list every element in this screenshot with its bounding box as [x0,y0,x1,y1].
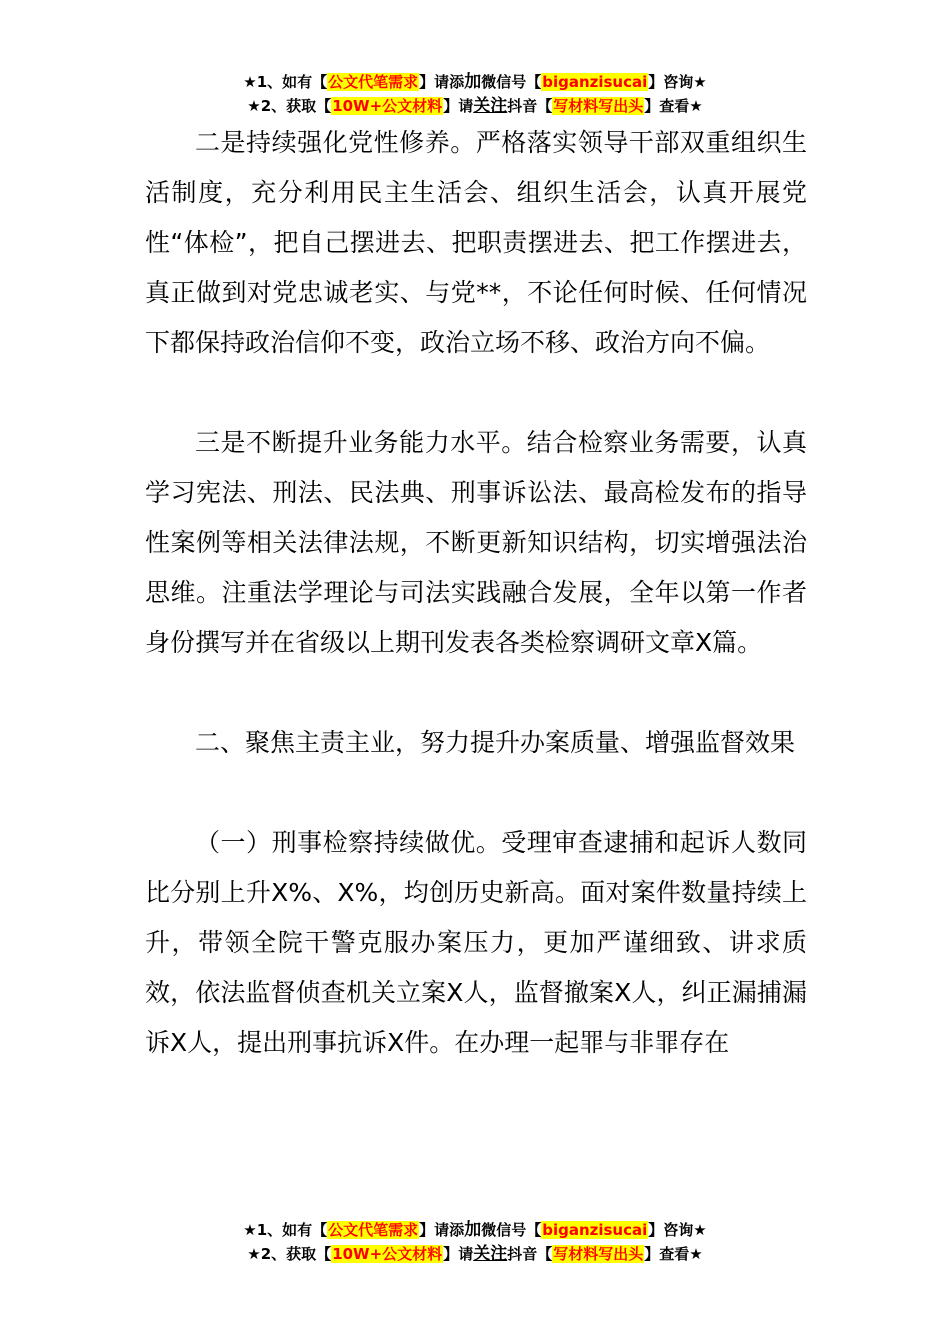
banner-text: 】咨询★ [648,73,707,91]
banner-text: 抖音【 [507,97,553,115]
banner-text: 】请添 [419,1221,465,1239]
banner-text: ★2、获取【 [247,1245,332,1263]
banner-highlight: 10W+公文材料 [332,97,443,115]
banner-line-2 [0,1242,950,1266]
document-body [145,118,807,1068]
banner-text: ★1、如有【 [243,73,328,91]
banner-text: 微信号【 [481,73,542,91]
banner-line-1 [0,70,950,94]
header-banner [0,70,950,118]
banner-highlight: 公文代笔需求 [328,1221,419,1239]
banner-line-2 [0,94,950,118]
banner-line-1 [0,1218,950,1242]
banner-text: 微信号【 [481,1221,542,1239]
banner-highlight: 10W+公文材料 [332,1245,443,1263]
banner-text: 】请添 [419,73,465,91]
banner-text: 】请 [443,97,474,115]
banner-text: 关注 [473,1244,508,1264]
banner-text: 】咨询★ [648,1221,707,1239]
banner-highlight: biganzisucai [542,1221,648,1239]
banner-text: 】查看★ [644,97,703,115]
banner-text: 】请 [443,1245,474,1263]
paragraph-party-spirit: 二是持续强化党性修养。严格落实领导干部双重组织生活制度，充分利用民主生活会、组织生活会，认真开展党性“体检”，把自己摆进去、把职责摆进去、把工作摆进去，真正做到对党忠诚老实、与党**，不论任何时候、任何情况下都保持政治信仰不变，政治立场不移、政治方向不偏。 [145,128,807,357]
banner-text: 加 [464,1220,482,1240]
banner-highlight: 公文代笔需求 [328,73,419,91]
banner-highlight: 写材料写出头 [553,97,644,115]
paragraph-criminal-procuratorate: （一）刑事检察持续做优。受理审查逮捕和起诉人数同比分别上升X%、X%，均创历史新高。面对案件数量持续上升，带领全院干警克服办案压力，更加严谨细致、讲求质效，依法监督侦查机关立案X人，监督撤案X人，纠正漏捕漏诉X人，提出刑事抗诉X件。在办理一起罪与非罪存在 [145,828,807,1057]
banner-highlight: 写材料写出头 [553,1245,644,1263]
footer-banner [0,1218,950,1266]
section-heading: 二、聚焦主责主业，努力提升办案质量、增强监督效果 [195,728,796,757]
banner-text: 关注 [473,96,508,116]
banner-text: ★1、如有【 [243,1221,328,1239]
banner-text: 抖音【 [507,1245,553,1263]
banner-text: 加 [464,72,482,92]
paragraph-business-ability: 三是不断提升业务能力水平。结合检察业务需要，认真学习宪法、刑法、民法典、刑事诉讼法、最高检发布的指导性案例等相关法律法规，不断更新知识结构，切实增强法治思维。注重法学理论与司法实践融合发展，全年以第一作者身份撰写并在省级以上期刊发表各类检察调研文章X篇。 [145,428,807,657]
banner-text: 】查看★ [644,1245,703,1263]
banner-highlight: biganzisucai [542,73,648,91]
banner-text: ★2、获取【 [247,97,332,115]
